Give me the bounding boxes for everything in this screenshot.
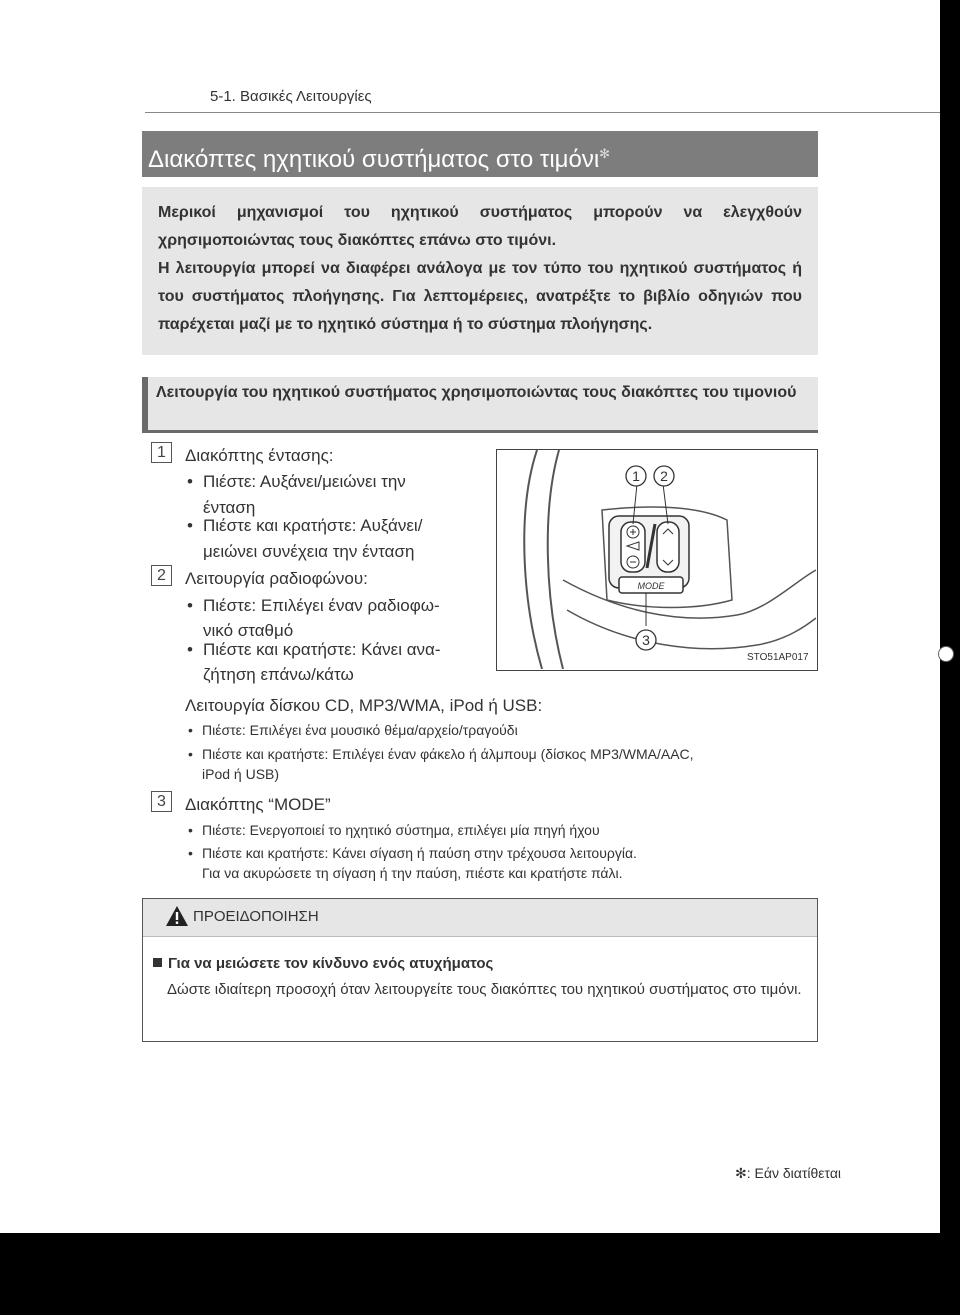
warning-header <box>143 899 817 937</box>
item-2-sub-bullet-2: • Πιέστε και κρατήστε: Επιλέγει έναν φάκελο ή άλμπουμ (δίσκος MP3/WMA/AAC, <box>188 746 694 762</box>
item-3-sub-bullet-2-cont: Για να ακυρώσετε τη σίγαση ή την παύση, πιέστε και κρατήστε πάλι. <box>202 865 623 881</box>
title-asterisk: ✻ <box>599 146 611 161</box>
intro-box <box>142 187 818 355</box>
callout-1: 1 <box>632 468 640 484</box>
item-1-title: Διακόπτης έντασης: <box>185 446 334 465</box>
warning-triangle-icon <box>165 904 189 928</box>
steering-wheel-illustration <box>497 450 816 669</box>
warning-box <box>142 898 818 1042</box>
item-2-bullet-2: • Πιέστε και κρατήστε: Κάνει ανα- <box>187 640 441 659</box>
item-2-bullet-2-cont: ζήτηση επάνω/κάτω <box>203 665 354 684</box>
item-1-bullet-1: • Πιέστε: Αυξάνει/μειώνει την <box>187 472 406 491</box>
intro-paragraph-2: Η λειτουργία μπορεί να διαφέρει ανάλογα με τον τύπο του ηχητικού συστήματος ή του συστήματος πλοήγησης. Για λεπτομέρειες, ανατρέξτε το βιβλίο οδηγιών που παρέχεται μαζί με το ηχητικό σύστημα ή το σύστημα πλοήγησης. <box>158 260 802 333</box>
warning-heading: Για να μειώσετε τον κίνδυνο ενός ατυχήματος <box>153 955 493 972</box>
callout-2: 2 <box>660 468 668 484</box>
page-title-text: Διακόπτες ηχητικού συστήματος στο τιμόνι <box>148 146 600 173</box>
item-1-bullet-2: • Πιέστε και κρατήστε: Αυξάνει/ <box>187 516 423 535</box>
page-title <box>142 131 818 177</box>
header-rule <box>145 112 940 113</box>
intro-paragraph-1: Μερικοί μηχανισμοί του ηχητικού συστήματος μπορούν να ελεγχθούν χρησιμοποιώντας τους διακόπτες επάνω στο τιμόνι. <box>158 204 802 249</box>
item-2-sub-bullet-2-cont: iPod ή USB) <box>202 766 280 782</box>
steering-switch-figure <box>496 449 818 671</box>
square-bullet-icon <box>153 958 162 967</box>
item-3-title: Διακόπτης “MODE” <box>185 795 331 814</box>
item-2-bullet-1: • Πιέστε: Επιλέγει έναν ραδιοφω- <box>187 596 440 615</box>
item-3-sub-bullet-1: • Πιέστε: Ενεργοποιεί το ηχητικό σύστημα, επιλέγει μία πηγή ήχου <box>188 822 600 838</box>
chapter-header: 5-1. Βασικές Λειτουργίες <box>210 88 372 105</box>
item-1-bullet-2-cont: μειώνει συνέχεια την ένταση <box>203 542 415 561</box>
item-number-1: 1 <box>151 442 172 463</box>
item-1-bullet-1-cont: ένταση <box>203 498 256 517</box>
warning-title: ΠΡΟΕΙΔΟΠΟΙΗΣΗ <box>193 908 319 925</box>
mode-button-label: MODE <box>637 581 665 591</box>
item-2-subtitle: Λειτουργία δίσκου CD, MP3/WMA, iPod ή USB: <box>185 696 543 715</box>
footnote-asterisk: ✻ <box>735 1165 747 1181</box>
item-2-title: Λειτουργία ραδιοφώνου: <box>185 569 368 588</box>
item-2-sub-bullet-1: • Πιέστε: Επιλέγει ένα μουσικό θέμα/αρχείο/τραγούδι <box>188 722 518 738</box>
section-heading: Λειτουργία του ηχητικού συστήματος χρησιμοποιώντας τους διακόπτες του τιμονιού <box>142 377 818 433</box>
footnote: ✻: Εάν διατίθεται <box>735 1165 842 1181</box>
item-number-2: 2 <box>151 565 172 586</box>
registration-mark-icon <box>938 646 954 662</box>
warning-text: Δώστε ιδιαίτερη προσοχή όταν λειτουργείτε τους διακόπτες του ηχητικού συστήματος στο τιμόνι. <box>167 981 802 998</box>
item-number-3: 3 <box>151 791 172 812</box>
item-2-bullet-1-cont: νικό σταθμό <box>203 621 294 640</box>
page-edge-band <box>940 0 960 1233</box>
figure-label: STO51AP017 <box>747 652 809 663</box>
item-3-sub-bullet-2: • Πιέστε και κρατήστε: Κάνει σίγαση ή παύση στην τρέχουσα λειτουργία. <box>188 845 637 861</box>
callout-3: 3 <box>642 632 650 648</box>
